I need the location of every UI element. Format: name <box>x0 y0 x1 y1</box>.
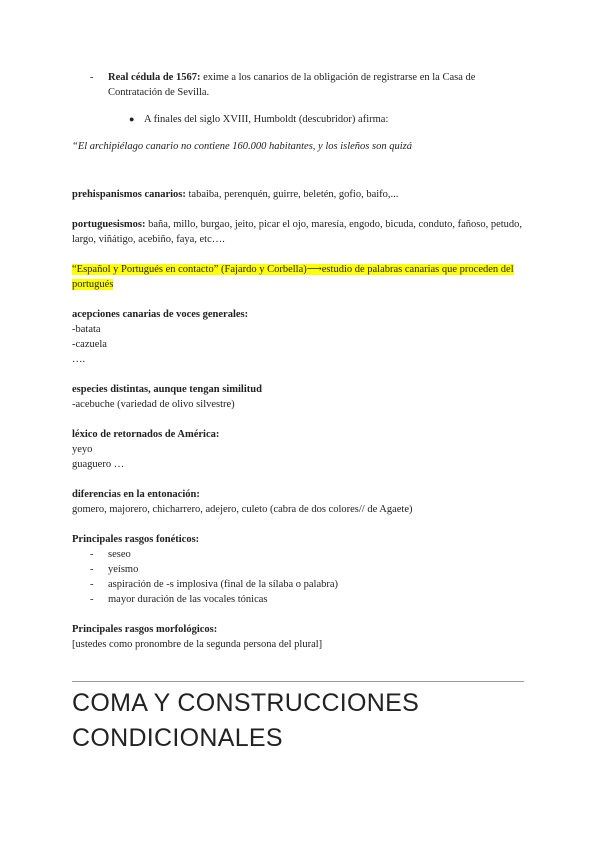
humboldt-text: A finales del siglo XVIII, Humboldt (descubridor) afirma: <box>144 114 389 125</box>
prehispanismos-text: tabaiba, perenquén, guirre, beletén, gofio, baifo,... <box>185 189 399 200</box>
list-item <box>72 592 528 607</box>
foneticos-section <box>72 532 528 607</box>
foneticos-list <box>72 547 528 607</box>
humboldt-quote: “El archipiélago canario no contiene 160.000 habitantes, y los isleños son quizá <box>72 141 412 152</box>
list-item-text: mayor duración de las vocales tónicas <box>108 594 268 605</box>
entonacion-section <box>72 487 528 517</box>
document-body <box>72 70 528 652</box>
morfologicos-title: Principales rasgos morfológicos: <box>72 624 218 635</box>
dash-marker: - <box>90 594 94 605</box>
lexico-title: léxico de retornados de América: <box>72 429 220 440</box>
list-item: [ustedes como pronombre de la segunda persona del plural] <box>72 639 323 650</box>
dash-marker: - <box>90 579 94 590</box>
list-item: gomero, majorero, chicharrero, adejero, culeto (cabra de dos colores// de Agaete) <box>72 504 413 515</box>
acepciones-section <box>72 307 528 367</box>
list-item: guaguero … <box>72 459 125 470</box>
bullet-dot-icon: ● <box>129 114 135 124</box>
section-heading: COMA Y CONSTRUCCIONES CONDICIONALES <box>72 689 420 752</box>
list-item-text: seseo <box>108 549 131 560</box>
list-item: -batata <box>72 324 101 335</box>
highlight-text: “Español y Portugués en contacto” (Fajardo y Corbella)⟶estudio de palabras canarias que proceden del portugués <box>72 264 514 290</box>
highlighted-reference <box>72 262 528 292</box>
acepciones-title: acepciones canarias de voces generales: <box>72 309 249 320</box>
dash-marker: - <box>90 549 94 560</box>
list-item <box>72 577 528 592</box>
dash-marker: - <box>90 72 94 83</box>
list-item <box>72 562 528 577</box>
especies-title: especies distintas, aunque tengan similitud <box>72 384 262 395</box>
dash-marker: - <box>90 564 94 575</box>
list-item: …. <box>72 354 86 365</box>
list-item-text: yeísmo <box>108 564 139 575</box>
entonacion-title: diferencias en la entonación: <box>72 489 200 500</box>
portuguesismos-paragraph <box>72 217 528 247</box>
list-item: -acebuche (variedad de olivo silvestre) <box>72 399 235 410</box>
humboldt-bullet-item <box>72 112 528 127</box>
real-cedula-label: Real cédula de 1567: <box>108 72 201 83</box>
lexico-section <box>72 427 528 472</box>
foneticos-title: Principales rasgos fonéticos: <box>72 534 200 545</box>
portuguesismos-label: portuguesismos: <box>72 219 146 230</box>
real-cedula-item <box>72 70 528 100</box>
list-item: yeyo <box>72 444 93 455</box>
horizontal-divider <box>72 681 524 682</box>
list-item <box>72 547 528 562</box>
list-item-text: aspiración de -s implosiva (final de la sílaba o palabra) <box>108 579 339 590</box>
prehispanismos-paragraph <box>72 187 528 202</box>
real-cedula-text: exime a los canarios de la obligación de registrarse en la Casa de Contratación de Sevilla. <box>108 72 476 98</box>
especies-section <box>72 382 528 412</box>
prehispanismos-label: prehispanismos canarios: <box>72 189 186 200</box>
portuguesismos-text: baña, millo, burgao, jeito, picar el ojo, maresía, engodo, bicuda, conduto, fañoso, petudo, largo, viñátigo, acebiño, faya, etc…. <box>72 219 523 245</box>
list-item: -cazuela <box>72 339 107 350</box>
morfologicos-section <box>72 622 528 652</box>
